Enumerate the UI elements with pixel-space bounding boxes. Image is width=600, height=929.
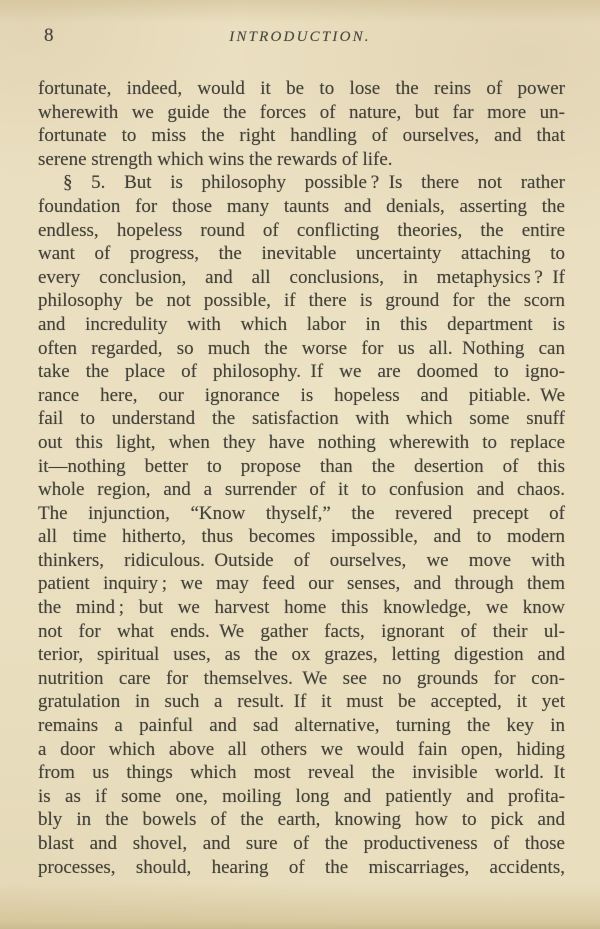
text-line: § 5. But is philosophy possible ? Is there not rather (63, 172, 565, 194)
text-line: rance here, our ignorance is hopeless and pitiable. We (38, 384, 565, 406)
text-line: serene strength which wins the rewards of life. (38, 148, 393, 170)
text-line: gratulation in such a result. If it must be accepted, it yet (38, 691, 565, 713)
text-line: a door which above all others we would fain open, hiding (38, 738, 565, 760)
text-line: want of progress, the inevitable uncertainty attaching to (38, 243, 565, 265)
text-line: out this light, when they have nothing wherewith to replace (38, 431, 565, 453)
text-line: fortunate to miss the right handling of ourselves, and that (38, 125, 565, 147)
paragraph (38, 171, 565, 879)
text-line: foundation for those many taunts and denials, asserting the (38, 195, 565, 217)
text-line: wherewith we guide the forces of nature, but far more un- (38, 101, 565, 123)
text-line: remains a painful and sad alternative, turning the key in (38, 715, 565, 737)
text-line: blast and shovel, and sure of the productiveness of those (38, 833, 565, 854)
text-line: thinkers, ridiculous. Outside of ourselves, we move with (38, 549, 565, 571)
text-line: philosophy be not possible, if there is ground for the scorn (38, 290, 565, 312)
text-line: from us things which most reveal the invisible world. It (38, 762, 565, 784)
text-line: endless, hopeless round of conflicting theories, the entire (38, 219, 565, 241)
text-line: patient inquiry ; we may feed our senses, and through them (38, 573, 565, 595)
text-line: all time hitherto, thus becomes impossible, and to modern (38, 526, 565, 548)
text-line: is as if some one, moiling long and patiently and profita- (38, 785, 565, 807)
text-line: fortunate, indeed, would it be to lose the reins of power (38, 78, 565, 99)
running-title: INTRODUCTION. (229, 29, 371, 45)
text-line: every conclusion, and all conclusions, in metaphysics ? If (38, 266, 565, 288)
text-line: processes, should, hearing of the miscarriages, accidents, (38, 856, 565, 878)
paragraph (38, 77, 565, 171)
text-line: not for what ends. We gather facts, ignorant of their ul- (38, 620, 565, 642)
text-line: nutrition care for themselves. We see no grounds for con- (38, 667, 565, 689)
text-line: it—nothing better to propose than the desertion of this (38, 455, 565, 477)
text-line: take the place of philosophy. If we are doomed to igno- (38, 361, 565, 383)
page-number: 8 (44, 25, 54, 46)
text-line: fail to understand the satisfaction with which some snuff (38, 408, 565, 430)
text-line: The injunction, “Know thyself,” the revered precept of (38, 502, 565, 524)
text-line: the mind ; but we harvest home this knowledge, we know (38, 597, 565, 619)
text-line: bly in the bowels of the earth, knowing how to pick and (38, 809, 565, 831)
text-line: often regarded, so much the worse for us all. Nothing can (38, 337, 565, 359)
text-line: terior, spiritual uses, as the ox grazes, letting digestion and (38, 644, 565, 666)
text-line: and incredulity with which labor in this department is (38, 313, 565, 335)
text-line: whole region, and a surrender of it to confusion and chaos. (38, 479, 565, 501)
page-body (38, 77, 565, 879)
